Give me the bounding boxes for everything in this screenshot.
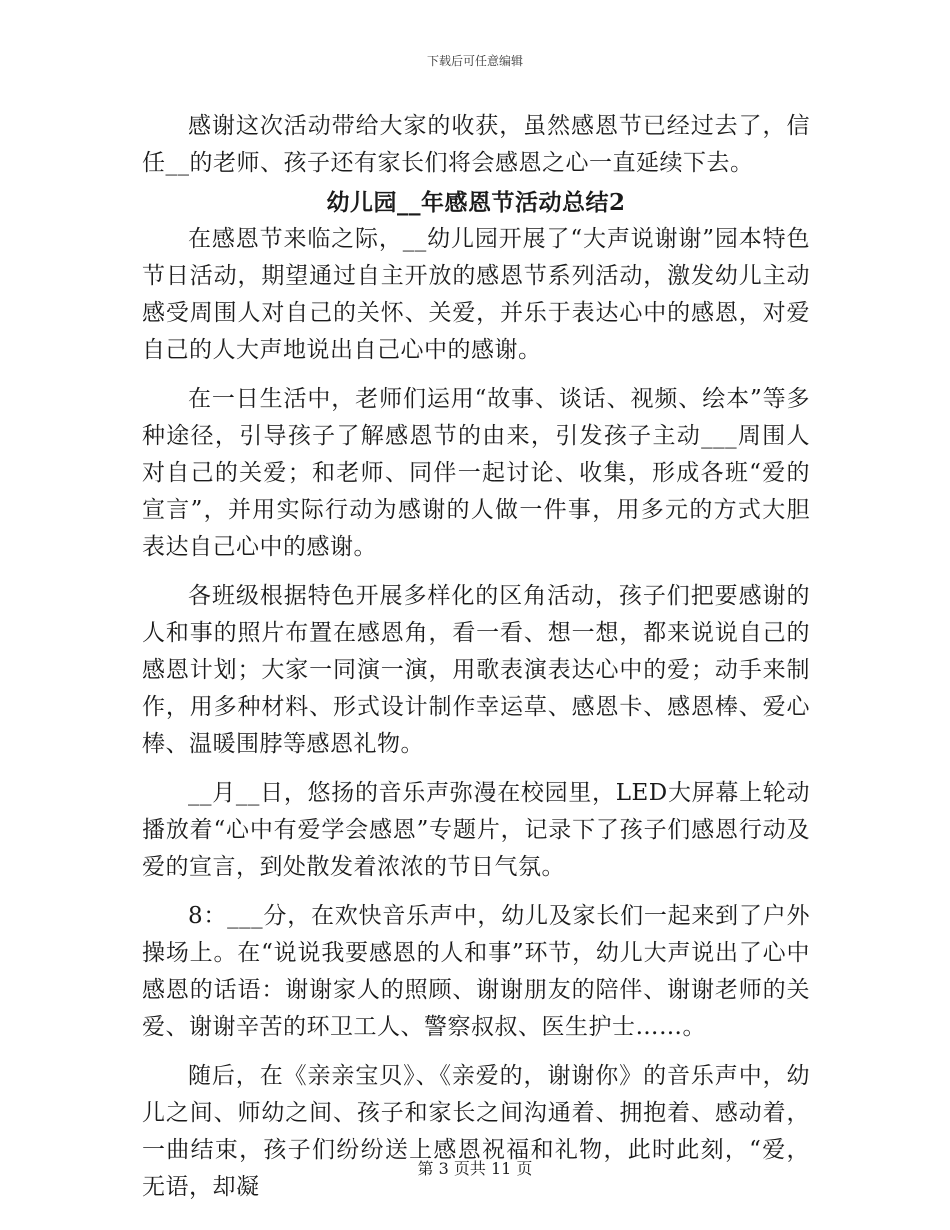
paragraph-4: __月__日，悠扬的音乐声弥漫在校园里，LED大屏幕上轮动播放着“心中有爱学会感恩”专题片，记录下了孩子们感恩行动及爱的宣言，到处散发着浓浓的节日气氛。 <box>142 780 810 880</box>
section-title: 幼儿园__年感恩节活动总结2 <box>326 189 626 216</box>
document-body <box>142 108 810 1206</box>
paragraph-3: 各班级根据特色开展多样化的区角活动，孩子们把要感谢的人和事的照片布置在感恩角，看一看、想一想，都来说说自己的感恩计划；大家一同演一演，用歌表演表达心中的爱；动手来制作，用多种材料、形式设计制作幸运草、感恩卡、感恩棒、爱心棒、温暖围脖等感恩礼物。 <box>142 583 810 757</box>
paragraph-6: 随后，在《亲亲宝贝》、《亲爱的，谢谢你》的音乐声中，幼儿之间、师幼之间、孩子和家长之间沟通着、拥抱着、感动着，一曲结束，孩子们纷纷送上感恩祝福和礼物，此时此刻，“爱，无语，却凝 <box>142 1063 810 1200</box>
page-number: 第 3 页共 11 页 <box>417 1159 533 1178</box>
page-header-note: 下载后可任意编辑 <box>426 54 523 68</box>
paragraph-2: 在一日生活中，老师们运用“故事、谈话、视频、绘本”等多种途径，引导孩子了解感恩节的由来，引发孩子主动___周围人对自己的关爱；和老师、同伴一起讨论、收集，形成各班“爱的宣言”，并用实际行动为感谢的人做一件事，用多元的方式大胆表达自己心中的感谢。 <box>142 386 810 560</box>
paragraph-1: 在感恩节来临之际，__幼儿园开展了“大声说谢谢”园本特色节日活动，期望通过自主开放的感恩节系列活动，激发幼儿主动感受周围人对自己的关怀、关爱，并乐于表达心中的感恩，对爱自己的人大声地说出自己心中的感谢。 <box>142 226 810 363</box>
paragraph-5: 8：___分，在欢快音乐声中，幼儿及家长们一起来到了户外操场上。在“说说我要感恩的人和事”环节，幼儿大声说出了心中感恩的话语：谢谢家人的照顾、谢谢朋友的陪伴、谢谢老师的关爱、谢谢辛苦的环卫工人、警察叔叔、医生护士……。 <box>142 903 810 1040</box>
intro-paragraph: 感谢这次活动带给大家的收获，虽然感恩节已经过去了，信任__的老师、孩子还有家长们将会感恩之心一直延续下去。 <box>142 113 810 176</box>
